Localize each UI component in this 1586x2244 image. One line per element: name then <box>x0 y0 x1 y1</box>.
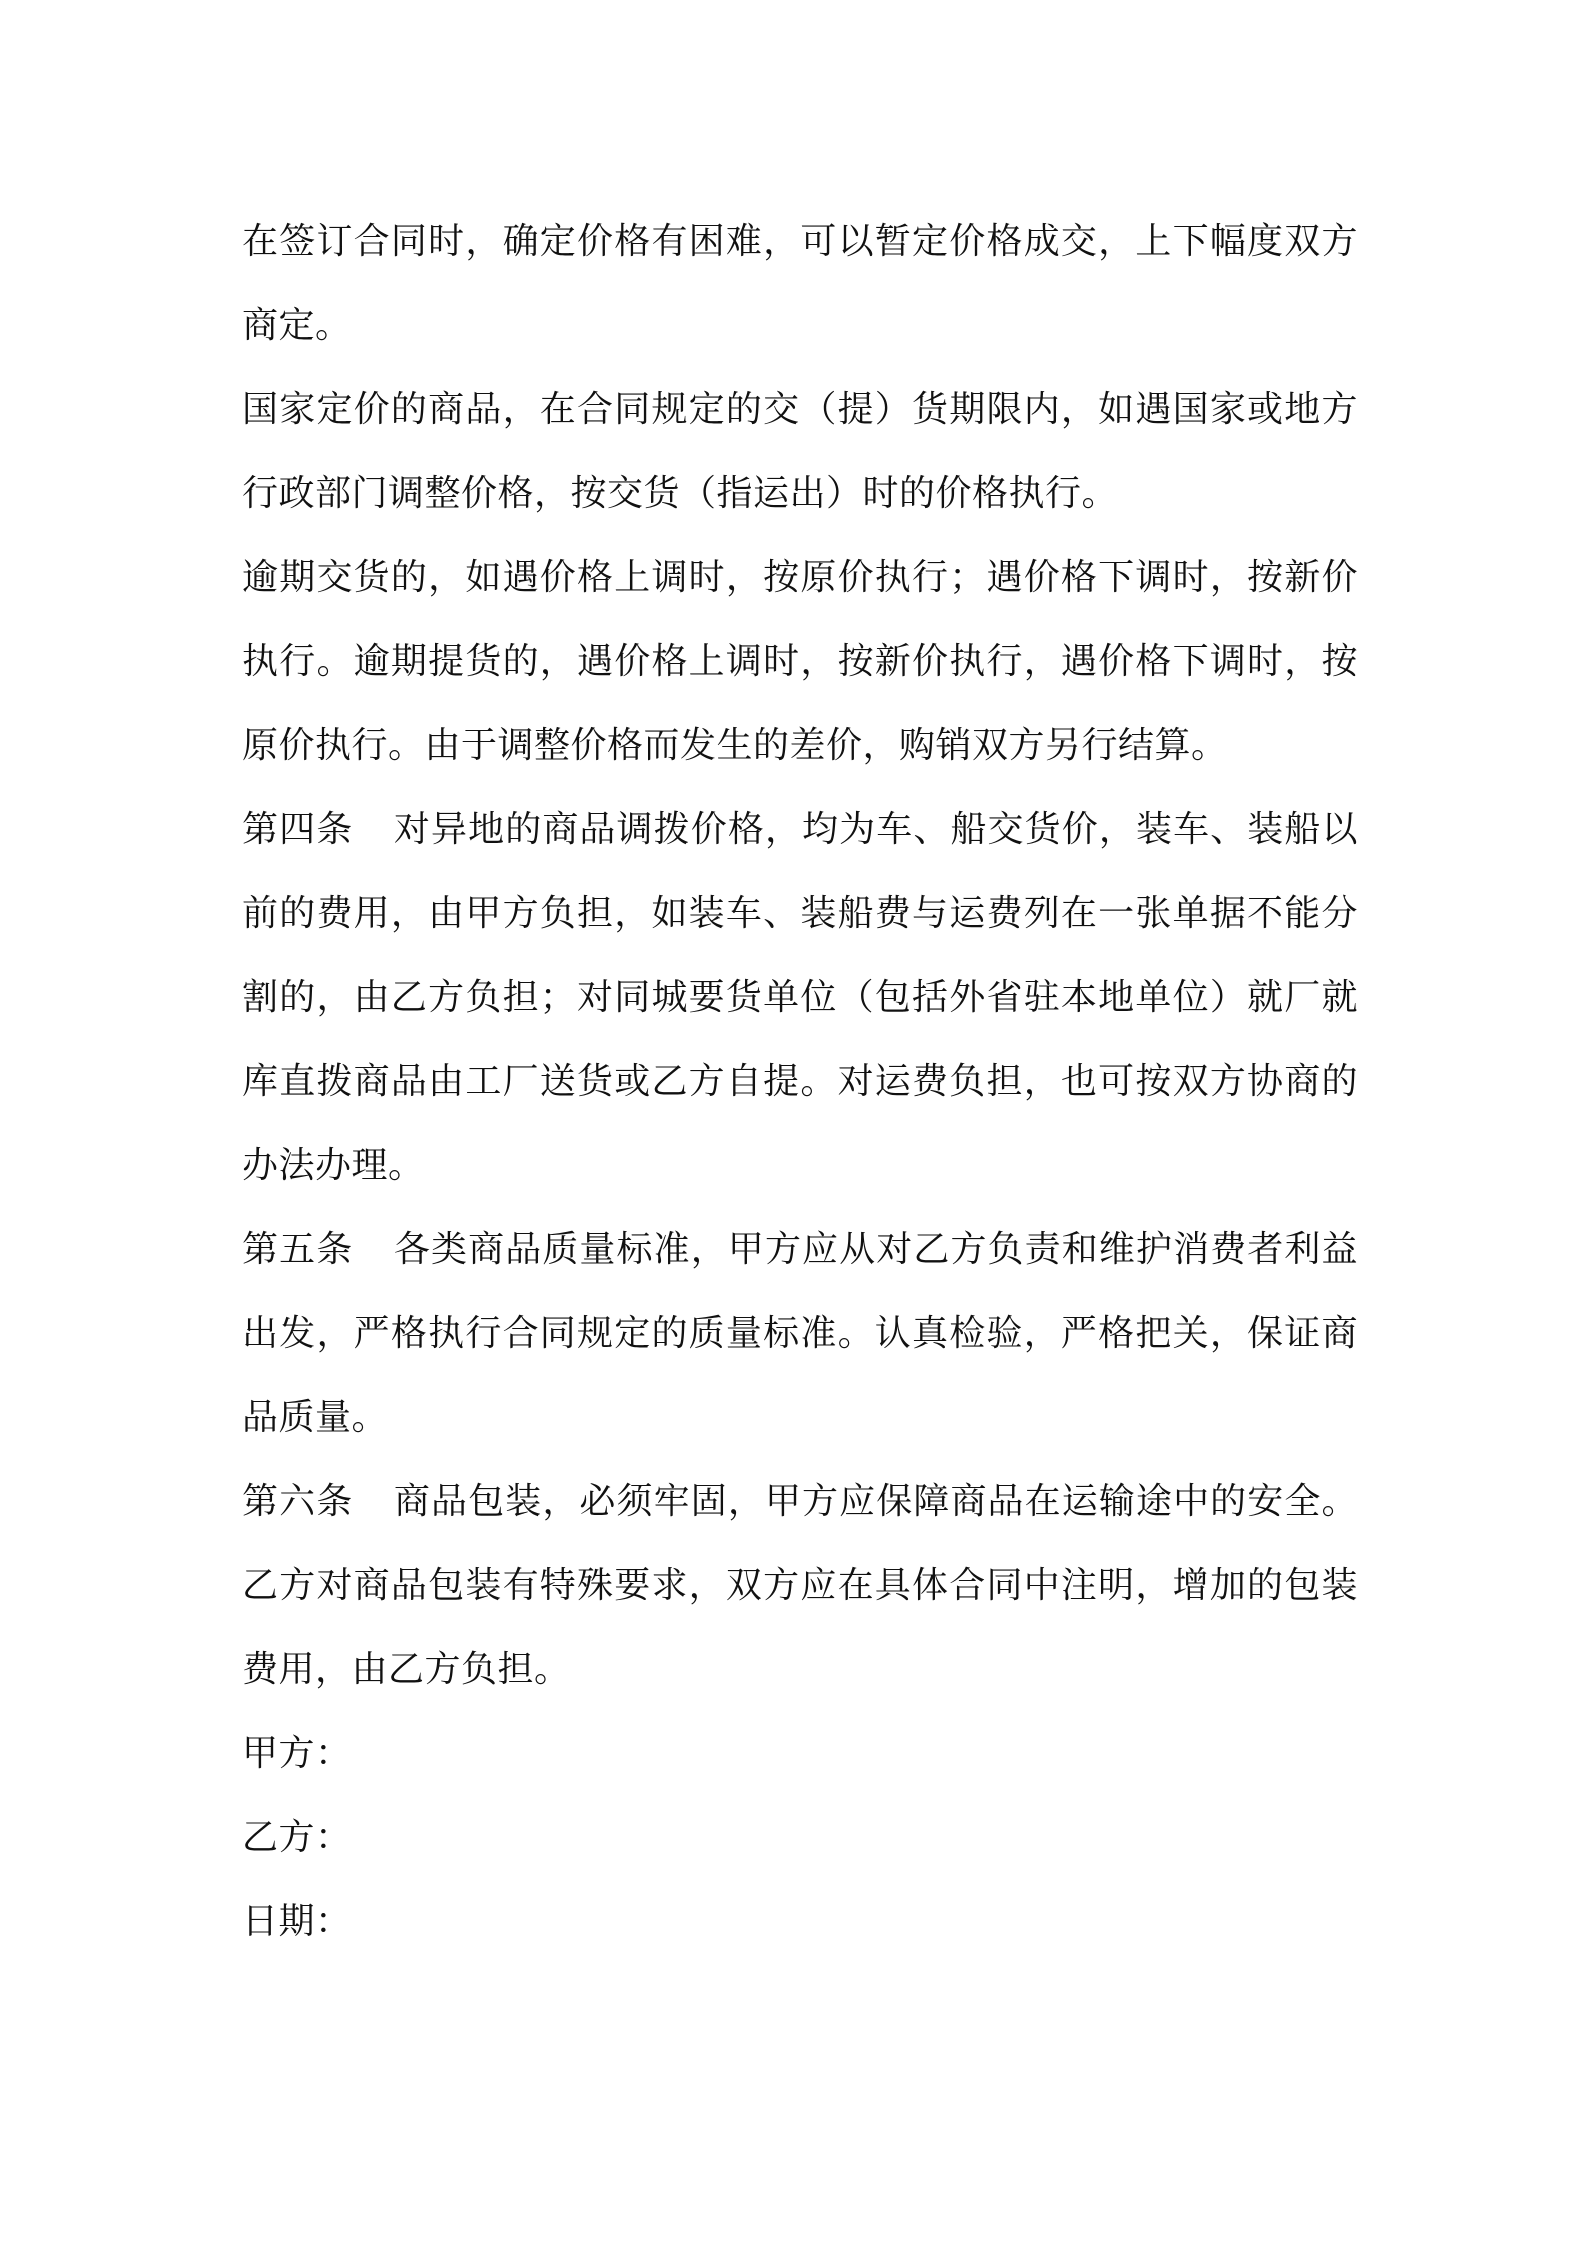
paragraph-text: 各类商品质量标准，甲方应从对乙方负责和维护消费者利益出发，严格执行合同规定的质量标准。认真检验，严格把关，保证商品质量。 <box>242 1229 1358 1438</box>
paragraph-overdue-delivery <box>242 536 1358 788</box>
article-four <box>242 788 1358 1208</box>
article-number: 第六条 <box>242 1481 354 1522</box>
signature-party-a: 甲方： <box>242 1733 352 1774</box>
article-six <box>242 1460 1358 1712</box>
paragraph-text: 逾期交货的，如遇价格上调时，按原价执行；遇价格下调时，按新价执行。逾期提货的，遇价格上调时，按新价执行，遇价格下调时，按原价执行。由于调整价格而发生的差价，购销双方另行结算。 <box>242 557 1358 766</box>
paragraph-text: 在签订合同时，确定价格有困难，可以暂定价格成交，上下幅度双方商定。 <box>242 221 1358 346</box>
paragraph-text: 国家定价的商品，在合同规定的交（提）货期限内，如遇国家或地方行政部门调整价格，按交货（指运出）时的价格执行。 <box>242 389 1358 514</box>
document-body <box>242 200 1358 1964</box>
paragraph-price-negotiation <box>242 200 1358 368</box>
article-number: 第四条 <box>242 809 354 850</box>
article-five <box>242 1208 1358 1460</box>
article-number: 第五条 <box>242 1229 354 1270</box>
signature-party-b: 乙方： <box>242 1817 352 1858</box>
paragraph-text: 商品包装，必须牢固，甲方应保障商品在运输途中的安全。乙方对商品包装有特殊要求，双方应在具体合同中注明，增加的包装费用，由乙方负担。 <box>242 1481 1358 1690</box>
paragraph-state-pricing <box>242 368 1358 536</box>
paragraph-text: 对异地的商品调拨价格，均为车、船交货价，装车、装船以前的费用，由甲方负担，如装车、装船费与运费列在一张单据不能分割的，由乙方负担；对同城要货单位（包括外省驻本地单位）就厂就库直拨商品由工厂送货或乙方自提。对运费负担，也可按双方协商的办法办理。 <box>242 809 1358 1186</box>
signature-date: 日期： <box>242 1901 352 1942</box>
